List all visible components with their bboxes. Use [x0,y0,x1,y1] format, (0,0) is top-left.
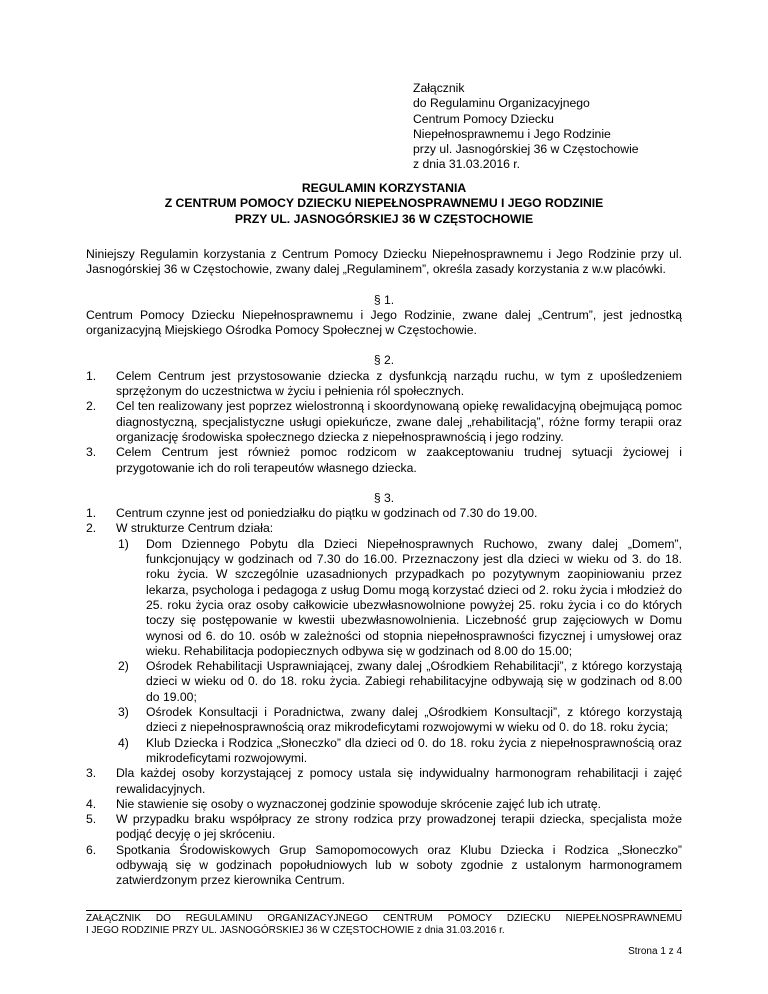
document-title [86,181,682,227]
item-number: 3. [86,445,97,460]
item-number: 2. [86,399,97,414]
item-number: 4. [86,796,97,811]
item-number: 3. [86,766,97,781]
title-line: PRZY UL. JASNOGÓRSKIEJ 36 W CZĘSTOCHOWIE [234,211,534,226]
item-text: Cel ten realizowany jest poprzez wielostronną i skoordynowaną opiekę rewalidacyjną obejmującą pomoc diagnostyczną, specjalistyczne usługi opiekuńcze, zwane dalej „rehabilitacją”, różne formy terapii oraz organizację środowiska społecznego dziecka z niepełnosprawnością i jego rodziny. [116,399,682,444]
sub-item-number: 3) [118,705,129,720]
item-text: W przypadku braku współpracy ze strony rodzica przy prowadzonej terapii dziecka, specjalista może podjąć decyję o jej skróceniu. [116,812,682,842]
section-1-text: Centrum Pomocy Dziecku Niepełnosprawnemu i Jego Rodzinie, zwane dalej „Centrum”, jest jednostką organizacyjną Miejskiego Ośrodka Pomocy Społecznej w Częstochowie. [86,307,682,338]
item-text: Spotkania Środowiskowych Grup Samopomocowych oraz Klubu Dziecka i Rodzica „Słoneczko” odbywają się w godzinach popołudniowych lub w soboty zgodnie z ustalonym harmonogramem zatwierdzonym przez kierownika Centrum. [116,842,682,888]
sub-item [116,705,682,736]
item-text: Nie stawienie się osoby o wyznaczonej godzinie spowoduje skrócenie zajęć lub ich utratę. [116,796,602,811]
section-2-heading: § 2. [373,353,395,368]
title-line: Z CENTRUM POMOCY DZIECKU NIEPEŁNOSPRAWNEMU I JEGO RODZINIE [164,196,604,211]
footer-line-2: I JEGO RODZINIE PRZY UL. JASNOGÓRSKIEJ 36 W CZĘSTOCHOWIE z dnia 31.03.2016 r. [86,925,505,936]
annex-line: przy ul. Jasnogórskiej 36 w Częstochowie [413,142,639,157]
annex-line: Centrum Pomocy Dziecku [413,111,554,126]
list-item [86,445,682,476]
item-number: 5. [86,812,97,827]
title-line: REGULAMIN KORZYSTANIA [301,181,467,195]
list-item [86,521,682,766]
list-item [86,766,682,797]
item-text: Celem Centrum jest przystosowanie dziecka z dysfunkcją narządu ruchu, w tym z upośledzeniem sprzężonym do uczestnictwa w życiu i pełnienia ról społecznych. [116,368,682,399]
list-item [86,797,682,812]
footer-line-1: ZAŁĄCZNIK DO REGULAMINU ORGANIZACYJNEGO CENTRUM POMOCY DZIECKU NIEPEŁNOSPRAWNEMU [86,913,682,924]
annex-header [413,81,713,173]
item-text: Dla każdej osoby korzystającej z pomocy ustala się indywidualny harmonogram rehabilitacji i zajęć rewalidacyjnych. [116,766,682,796]
annex-line: Załącznik [413,81,465,95]
annex-line: z dnia 31.03.2016 r. [413,157,521,172]
list-item [86,506,682,521]
item-number: 1. [86,368,97,383]
sub-item-text: Ośrodek Rehabilitacji Usprawniającej, zwany dalej „Ośrodkiem Rehabilitacji”, z którego korzystają dzieci w wieku od 0. do 18. roku życia. Zabiegi rehabilitacyjne odbywają się w godzinach od 8.00 do 19.00; [146,659,682,704]
item-text: Celem Centrum jest również pomoc rodzicom w zaakceptowaniu trudnej sytuacji życiowej i przygotowanie ich do roli terapeutów własnego dziecka. [116,445,682,475]
sub-item [116,659,682,705]
sub-item-text: Ośrodek Konsultacji i Poradnictwa, zwany dalej „Ośrodkiem Konsultacji”, z którego korzystają dzieci z niepełnosprawnością oraz mikrodeficytami rozwojowymi w wieku od 0. do 18. roku życia; [146,705,682,735]
document-body [86,247,682,889]
list-item [86,399,682,445]
page-footer [86,913,682,958]
item-number: 1. [86,506,97,521]
sub-item-text: Klub Dziecka i Rodzica „Słoneczko” dla dzieci od 0. do 18. roku życia z niepełnosprawnością oraz mikrodeficytami rozwojowymi. [146,735,682,765]
list-item [86,369,682,400]
footer-divider [86,910,682,911]
section-3-heading: § 3. [373,490,395,505]
section-1-heading: § 1. [373,292,395,307]
sub-item-number: 1) [118,536,129,551]
sub-item-text: Dom Dziennego Pobytu dla Dzieci Niepełnosprawnych Ruchowo, zwany dalej „Domem”, funkcjonujący w godzinach od 7.30 do 16.00. Przeznaczony jest dla dzieci w wieku od 3. do 18. roku życia. W szczególnie uzasadnionych przypadkach po pozytywnym zaopiniowaniu przez lekarza, psychologa i pedagoga z usług Domu mogą korzystać dzieci od 2. roku życia i młodzież do 25. roku życia oraz osoby całkowicie ubezwłasnowolnione powyżej 25. roku życia i co do których toczy się postępowanie w kwestii ubezwłasnowolnienia. Liczebność grup zajęciowych w Domu wynosi od 6. do 10. osób w zależności od stopnia niepełnosprawności fizycznej i umysłowej oraz wieku. Rehabilitacja podopiecznych odbywa się w godzinach od 8.00 do 15.00; [146,536,682,658]
item-number: 6. [86,842,97,857]
item-number: 2. [86,521,97,536]
list-item [86,812,682,843]
sub-item [116,537,682,659]
sub-item-number: 2) [118,659,129,674]
sub-item-number: 4) [118,735,129,750]
page-number: Strona 1 z 4 [628,946,682,957]
item-text: Centrum czynne jest od poniedziałku do piątku w godzinach od 7.30 do 19.00. [116,506,538,521]
intro-paragraph: Niniejszy Regulamin korzystania z Centrum Pomocy Dziecku Niepełnosprawnemu i Jego Rodzinie przy ul. Jasnogórskiej 36 w Częstochowie, zwany dalej „Regulaminem”, określa zasady korzystania z w.w placówki. [86,247,682,277]
sub-item [116,736,682,767]
list-item [86,843,682,889]
annex-line: Niepełnosprawnemu i Jego Rodzinie [413,126,611,141]
item-text: W strukturze Centrum działa: [116,521,274,536]
annex-line: do Regulaminu Organizacyjnego [413,96,590,111]
